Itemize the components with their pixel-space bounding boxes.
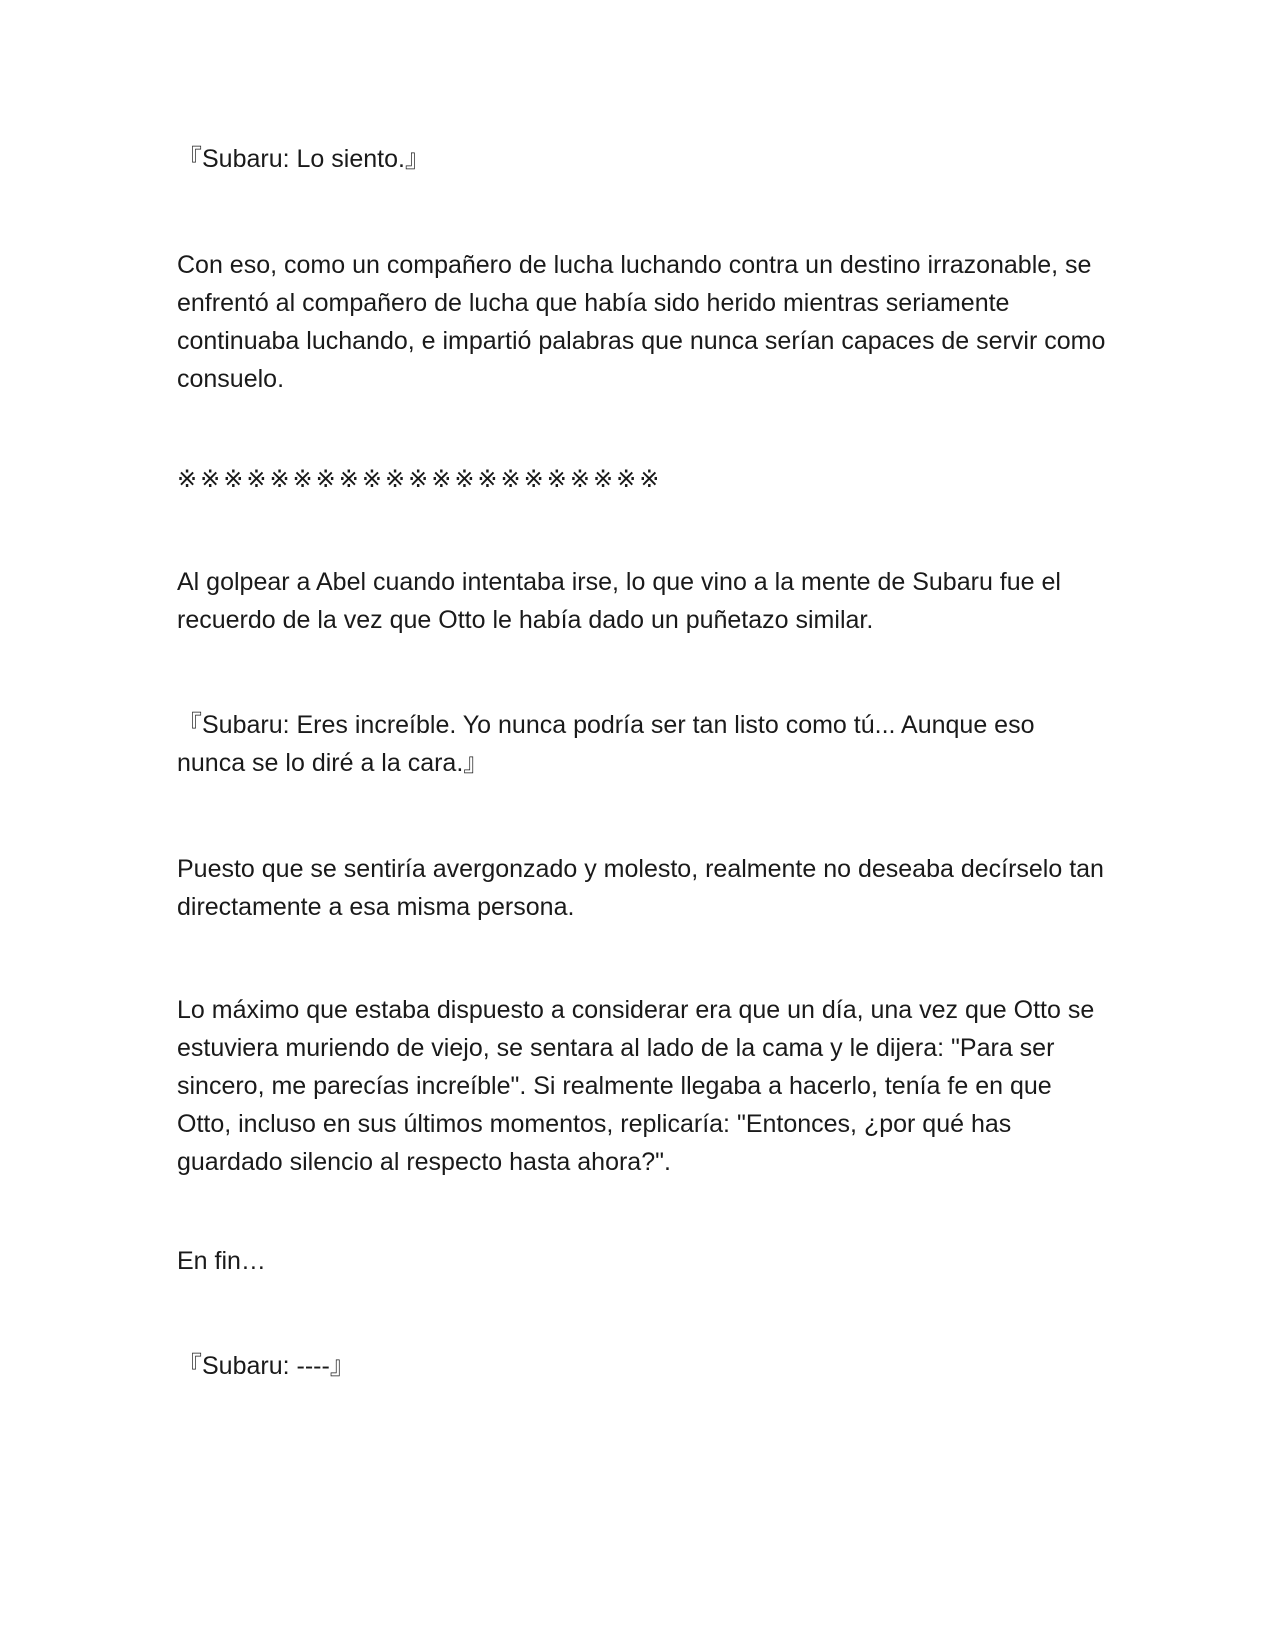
narration-paragraph: En fin… bbox=[177, 1247, 266, 1275]
narration-paragraph: Puesto que se sentiría avergonzado y molesto, realmente no deseaba decírselo tan directamente a esa misma persona. bbox=[177, 855, 1104, 921]
narration-paragraph: Al golpear a Abel cuando intentaba irse, lo que vino a la mente de Subaru fue el recuerdo de la vez que Otto le había dado un puñetazo similar. bbox=[177, 568, 1061, 634]
narration-paragraph: Lo máximo que estaba dispuesto a considerar era que un día, una vez que Otto se estuviera muriendo de viejo, se sentara al lado de la cama y le dijera: "Para ser sincero, me parecías increíble". Si realmente llegaba a hacerlo, tenía fe en que Otto, incluso en sus últimos momentos, replicaría: "Entonces, ¿por qué has guardado silencio al respecto hasta ahora?". bbox=[177, 996, 1095, 1176]
scene-separator: ※※※※※※※※※※※※※※※※※※※※※ bbox=[177, 465, 663, 493]
narration-paragraph: Con eso, como un compañero de lucha luchando contra un destino irrazonable, se enfrentó al compañero de lucha que había sido herido mientras seriamente continuaba luchando, e impartió palabras que nunca serían capaces de servir como consuelo. bbox=[177, 251, 1106, 393]
dialogue-line: 『Subaru: ----』 bbox=[177, 1352, 355, 1380]
dialogue-line: 『Subaru: Eres increíble. Yo nunca podría ser tan listo como tú... Aunque eso nunca se lo diré a la cara.』 bbox=[177, 711, 1035, 777]
dialogue-line: 『Subaru: Lo siento.』 bbox=[177, 145, 430, 173]
